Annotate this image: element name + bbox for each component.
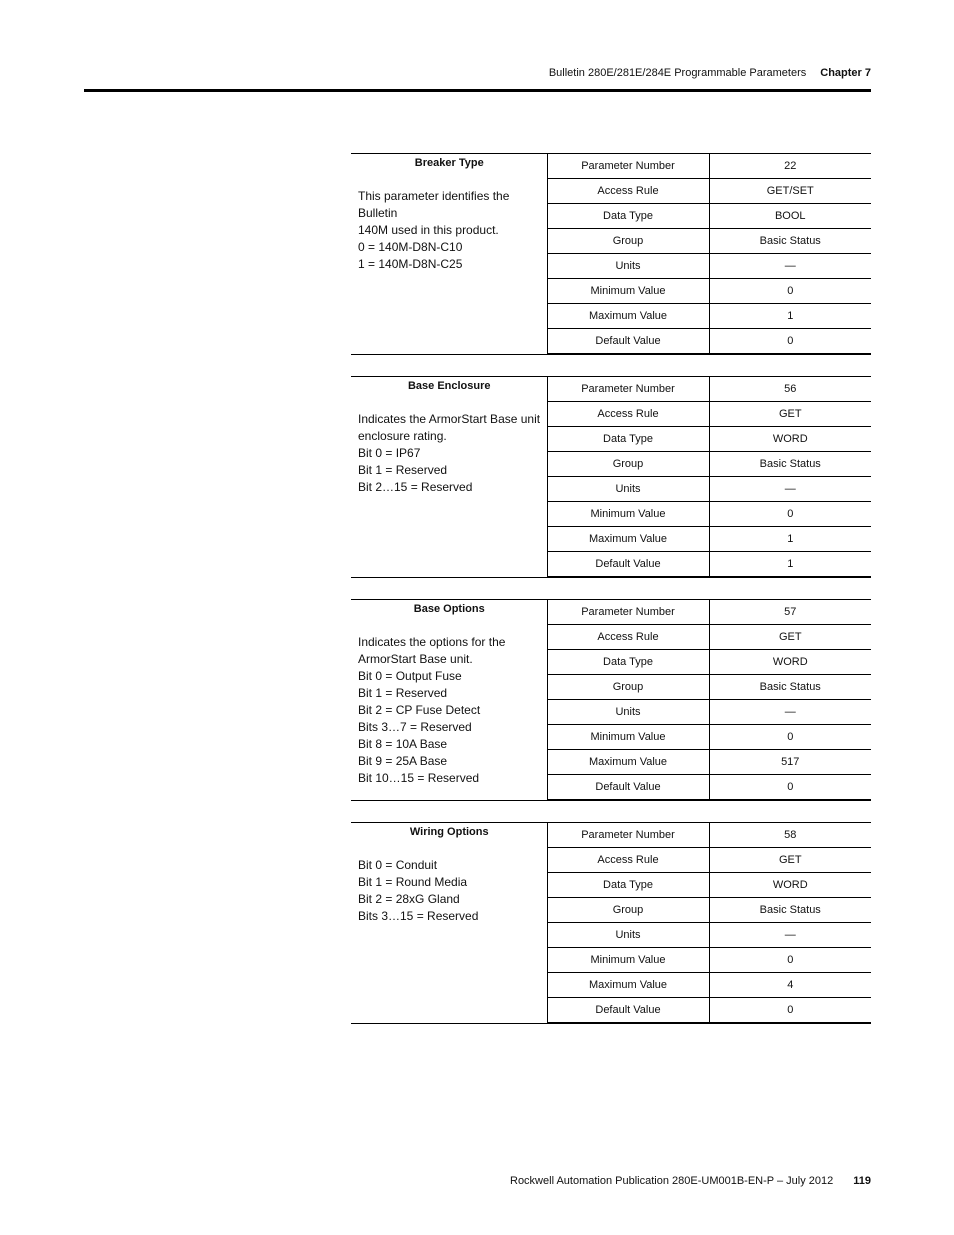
parameter-description xyxy=(351,377,547,578)
attribute-label: Minimum Value xyxy=(547,279,709,304)
attribute-value: GET xyxy=(709,625,871,650)
parameter-row xyxy=(351,823,871,848)
attribute-value: 0 xyxy=(709,725,871,750)
attribute-value: 1 xyxy=(709,527,871,552)
attribute-value: — xyxy=(709,700,871,725)
attribute-value: 0 xyxy=(709,775,871,801)
attribute-value: 22 xyxy=(709,154,871,179)
attribute-label: Access Rule xyxy=(547,402,709,427)
attribute-value: Basic Status xyxy=(709,898,871,923)
attribute-label: Maximum Value xyxy=(547,750,709,775)
attribute-value: GET xyxy=(709,402,871,427)
description-line: Bit 2…15 = Reserved xyxy=(358,480,473,494)
attribute-value: 1 xyxy=(709,552,871,578)
attribute-value: 0 xyxy=(709,279,871,304)
description-line: Indicates the options for the xyxy=(358,635,506,649)
parameter-name: Base Options xyxy=(413,603,485,615)
header-chapter: Chapter 7 xyxy=(820,67,871,79)
attribute-label: Minimum Value xyxy=(547,725,709,750)
attribute-value: 1 xyxy=(709,304,871,329)
description-line: Bit 2 = CP Fuse Detect xyxy=(358,703,481,717)
description-line: Indicates the ArmorStart Base unit xyxy=(358,412,541,426)
description-line: This parameter identifies the Bulletin xyxy=(358,189,510,220)
parameter-table xyxy=(351,599,871,801)
attribute-value: Basic Status xyxy=(709,452,871,477)
parameter-name: Base Enclosure xyxy=(407,380,491,392)
description-line: 140M used in this product. xyxy=(358,223,499,237)
attribute-label: Data Type xyxy=(547,873,709,898)
attribute-label: Group xyxy=(547,452,709,477)
attribute-label: Data Type xyxy=(547,427,709,452)
page-number: 119 xyxy=(853,1175,871,1187)
header-rule xyxy=(84,89,871,92)
attribute-label: Parameter Number xyxy=(547,600,709,625)
attribute-value: Basic Status xyxy=(709,229,871,254)
attribute-label: Minimum Value xyxy=(547,502,709,527)
page-footer xyxy=(510,1175,871,1187)
attribute-label: Maximum Value xyxy=(547,527,709,552)
description-line: Bit 10…15 = Reserved xyxy=(358,771,480,785)
attribute-value: GET/SET xyxy=(709,179,871,204)
attribute-label: Group xyxy=(547,898,709,923)
attribute-label: Parameter Number xyxy=(547,823,709,848)
attribute-label: Units xyxy=(547,923,709,948)
attribute-value: WORD xyxy=(709,873,871,898)
attribute-value: Basic Status xyxy=(709,675,871,700)
description-line: Bit 1 = Reserved xyxy=(358,463,448,477)
parameter-row xyxy=(351,377,871,402)
footer-publication: Rockwell Automation Publication 280E-UM001B-EN-P – July 2012 xyxy=(510,1175,834,1187)
description-line: 0 = 140M-D8N-C10 xyxy=(358,240,463,254)
attribute-label: Maximum Value xyxy=(547,304,709,329)
page-header xyxy=(549,67,871,79)
description-line: Bit 9 = 25A Base xyxy=(358,754,448,768)
attribute-label: Data Type xyxy=(547,650,709,675)
parameter-row xyxy=(351,600,871,625)
description-line: Bit 0 = IP67 xyxy=(358,446,421,460)
attribute-value: 57 xyxy=(709,600,871,625)
attribute-value: 517 xyxy=(709,750,871,775)
description-line: ArmorStart Base unit. xyxy=(358,652,473,666)
attribute-label: Default Value xyxy=(547,775,709,801)
attribute-label: Data Type xyxy=(547,204,709,229)
attribute-label: Units xyxy=(547,477,709,502)
parameter-name: Breaker Type xyxy=(414,157,484,169)
attribute-value: 56 xyxy=(709,377,871,402)
attribute-label: Access Rule xyxy=(547,625,709,650)
description-line: Bit 0 = Output Fuse xyxy=(358,669,462,683)
attribute-label: Default Value xyxy=(547,329,709,355)
parameter-table xyxy=(351,376,871,578)
attribute-value: GET xyxy=(709,848,871,873)
attribute-label: Group xyxy=(547,229,709,254)
parameter-row xyxy=(351,154,871,179)
attribute-value: BOOL xyxy=(709,204,871,229)
attribute-label: Units xyxy=(547,254,709,279)
description-line: Bit 1 = Round Media xyxy=(358,875,468,889)
attribute-label: Default Value xyxy=(547,998,709,1024)
parameter-description xyxy=(351,600,547,801)
attribute-value: WORD xyxy=(709,427,871,452)
description-line: 1 = 140M-D8N-C25 xyxy=(358,257,463,271)
attribute-label: Parameter Number xyxy=(547,377,709,402)
attribute-value: 0 xyxy=(709,948,871,973)
attribute-value: 0 xyxy=(709,998,871,1024)
attribute-label: Access Rule xyxy=(547,848,709,873)
attribute-value: WORD xyxy=(709,650,871,675)
attribute-label: Access Rule xyxy=(547,179,709,204)
attribute-value: — xyxy=(709,254,871,279)
parameter-description xyxy=(351,154,547,355)
description-line: Bit 8 = 10A Base xyxy=(358,737,448,751)
attribute-value: 58 xyxy=(709,823,871,848)
attribute-label: Default Value xyxy=(547,552,709,578)
attribute-label: Group xyxy=(547,675,709,700)
parameter-name: Wiring Options xyxy=(409,826,489,838)
description-line: Bits 3…15 = Reserved xyxy=(358,909,479,923)
parameter-description xyxy=(351,823,547,1024)
attribute-value: — xyxy=(709,477,871,502)
attribute-label: Maximum Value xyxy=(547,973,709,998)
description-line: Bit 0 = Conduit xyxy=(358,858,438,872)
parameter-table xyxy=(351,153,871,355)
attribute-label: Parameter Number xyxy=(547,154,709,179)
attribute-label: Minimum Value xyxy=(547,948,709,973)
description-line: Bit 1 = Reserved xyxy=(358,686,448,700)
description-line: Bit 2 = 28xG Gland xyxy=(358,892,460,906)
attribute-value: 4 xyxy=(709,973,871,998)
description-line: enclosure rating. xyxy=(358,429,447,443)
attribute-value: 0 xyxy=(709,329,871,355)
description-line: Bits 3…7 = Reserved xyxy=(358,720,472,734)
parameter-table xyxy=(351,822,871,1024)
attribute-label: Units xyxy=(547,700,709,725)
attribute-value: 0 xyxy=(709,502,871,527)
attribute-value: — xyxy=(709,923,871,948)
header-title: Bulletin 280E/281E/284E Programmable Parameters xyxy=(548,67,807,79)
